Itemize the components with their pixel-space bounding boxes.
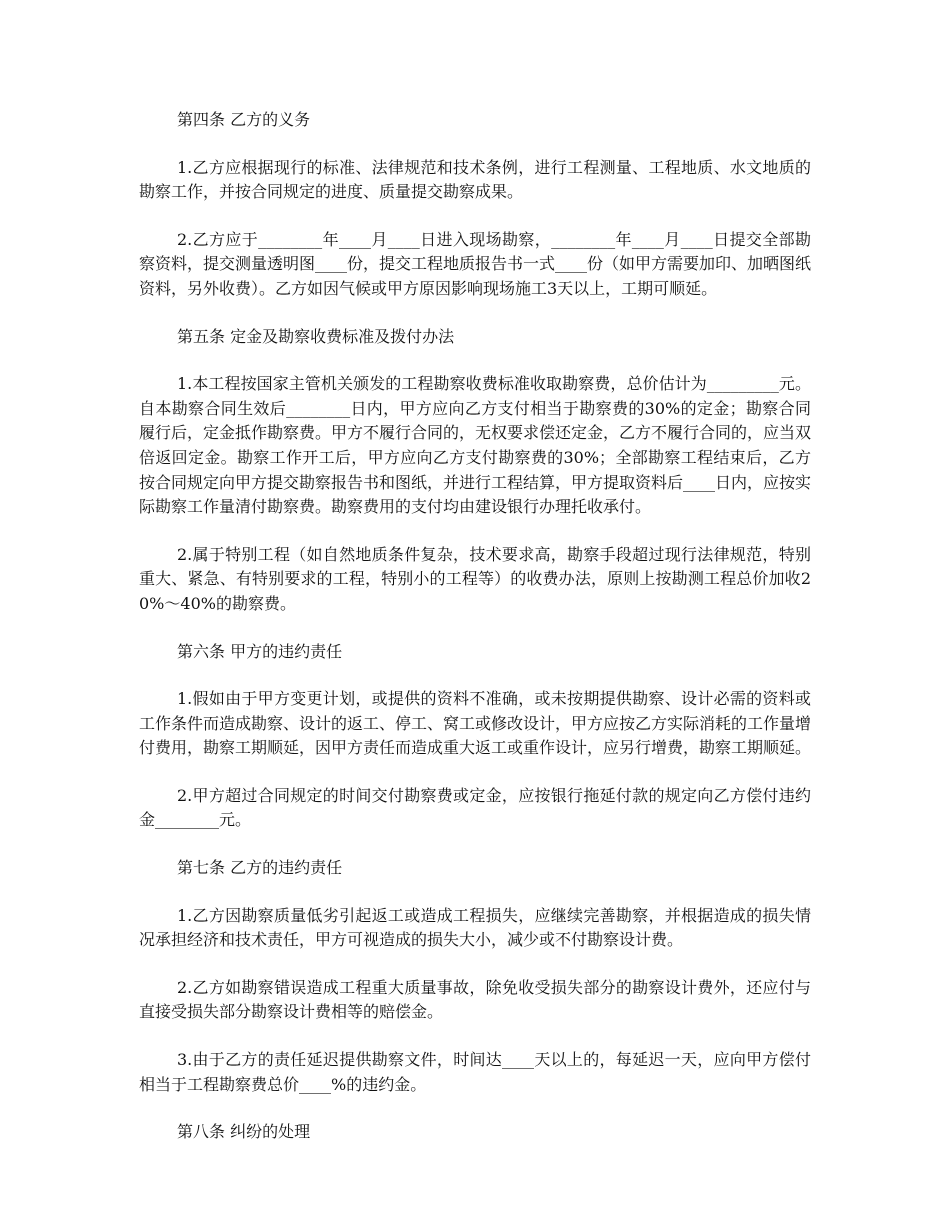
clause-paragraph: 2.乙方如勘察错误造成工程重大质量事故，除免收受损失部分的勘察设计费外，还应付与直接受损失部分勘察设计费相等的赔偿金。 [139,977,811,1022]
clause-paragraph: 2.乙方应于________年____月____日进入现场勘察，________年____月____日提交全部勘察资料，提交测量透明图____份，提交工程地质报告书一式____份（如甲方需要加印、加晒图纸资料，另外收费）。乙方如因气候或甲方原因影响现场施工3天以上，工期可顺延。 [139,229,812,298]
clause-paragraph: 1.乙方应根据现行的标准、法律规范和技术条例，进行工程测量、工程地质、水文地质的勘察工作，并按合同规定的进度、质量提交勘察成果。 [139,157,811,202]
clause-paragraph: 1.本工程按国家主管机关颁发的工程勘察收费标准收取勘察费，总价估计为_________元。自本勘察合同生效后________日内，甲方应向乙方支付相当于勘察费的30%的定金；勘察合同履行后，定金抵作勘察费。甲方不履行合同的，无权要求偿还定金，乙方不履行合同的，应当双倍返回定金。勘察工作开工后，甲方应向乙方支付勘察费的30%；全部勘察工程结束后，乙方按合同规定向甲方提交勘察报告书和图纸，并进行工程结算，甲方提取资料后____日内，应按实际勘察工作量清付勘察费。勘察费用的支付均由建设银行办理托收承付。 [139,374,812,517]
section-heading-6: 第六条 甲方的违约责任 [177,641,343,661]
clause-paragraph: 3.由于乙方的责任延迟提供勘察文件，时间达____天以上的，每延迟一天，应向甲方偿付相当于工程勘察费总价____%的违约金。 [139,1050,811,1094]
section-heading-8: 第八条 纠纷的处理 [177,1122,311,1142]
section-heading-5: 第五条 定金及勘察收费标准及拨付办法 [177,326,455,346]
clause-paragraph: 2.甲方超过合同规定的时间交付勘察费或定金，应按银行拖延付款的规定向乙方偿付违约金________元。 [139,785,811,830]
clause-paragraph: 1.乙方因勘察质量低劣引起返工或造成工程损失，应继续完善勘察，并根据造成的损失情况承担经济和技术责任，甲方可视造成的损失大小，减少或不付勘察设计费。 [139,905,811,950]
section-heading-7: 第七条 乙方的违约责任 [177,858,343,878]
clause-paragraph: 2.属于特别工程（如自然地质条件复杂，技术要求高，勘察手段超过现行法律规范，特别重大、紧急、有特别要求的工程，特别小的工程等）的收费办法，原则上按勘测工程总价加收20%～40%的勘察费。 [139,544,811,613]
document-body [139,108,811,1168]
section-heading-4: 第四条 乙方的义务 [177,110,311,129]
clause-paragraph: 1.假如由于甲方变更计划，或提供的资料不准确，或未按期提供勘察、设计必需的资料或工作条件而造成勘察、设计的返工、停工、窝工或修改设计，甲方应按乙方实际消耗的工作量增付费用，勘察工期顺延，因甲方责任而造成重大返工或重作设计，应另行增费，勘察工期顺延。 [139,689,812,758]
